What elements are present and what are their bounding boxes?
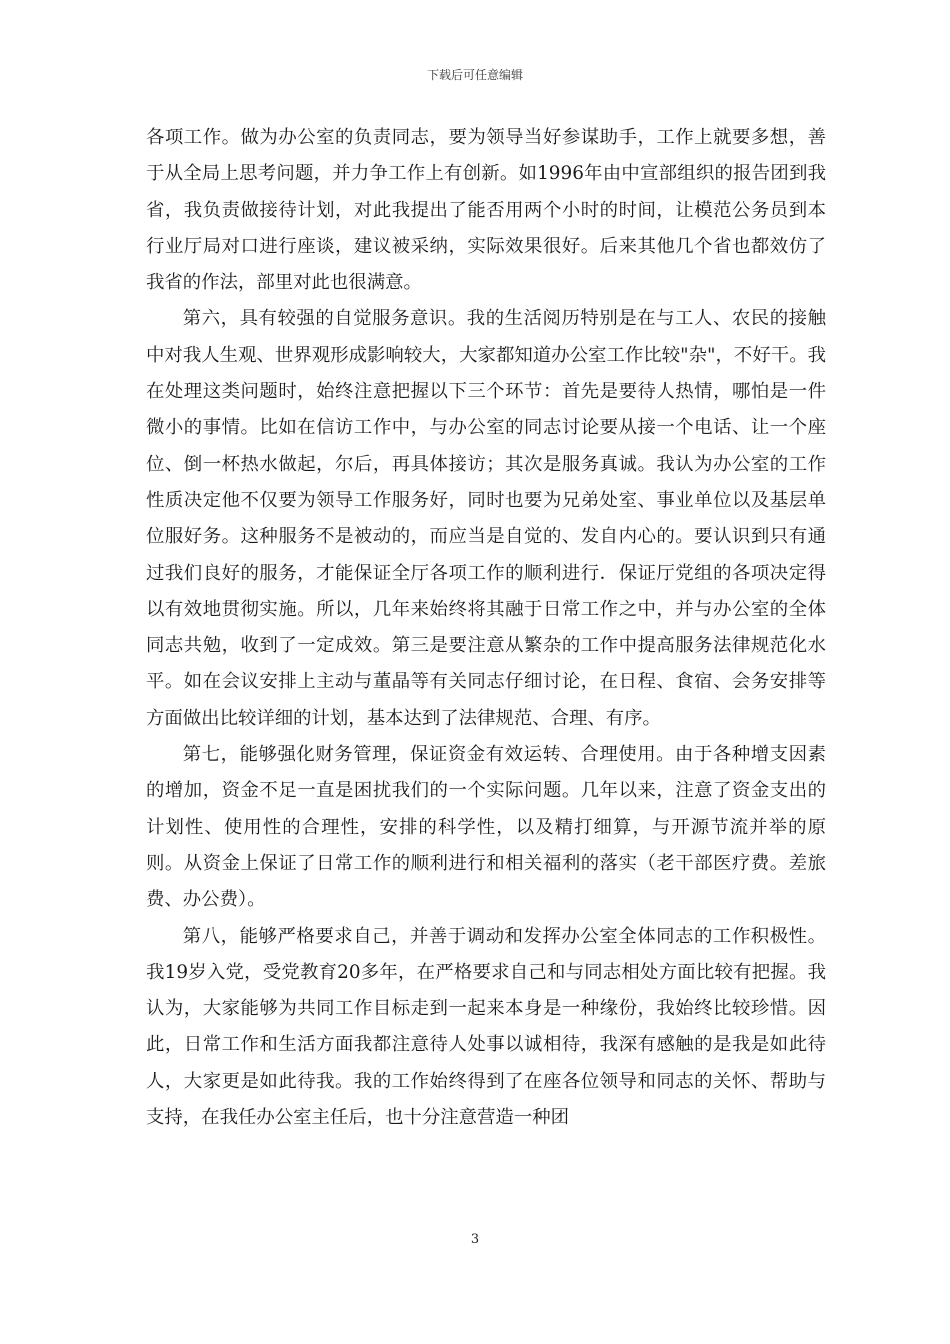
document-body	[146, 120, 826, 1136]
paragraph-continuation: 各项工作。做为办公室的负责同志，要为领导当好参谋助手，工作上就要多想，善于从全局上思考问题，并力争工作上有创新。如1996年由中宣部组织的报告团到我省，我负责做接待计划，对此我提出了能否用两个小时的时间，让模范公务员到本行业厅局对口进行座谈，建议被采纳，实际效果很好。后来其他几个省也都效仿了我省的作法，部里对此也很满意。	[146, 127, 826, 294]
paragraph-eighth: 第八，能够严格要求自己，并善于调动和发挥办公室全体同志的工作积极性。我19岁入党，受党教育20多年，在严格要求自己和与同志相处方面比较有把握。我认为，大家能够为共同工作目标走到一起来本身是一种缘份，我始终比较珍惜。因此，日常工作和生活方面我都注意待人处事以诚相待，我深有感触的是我是如此待人，大家更是如此待我。我的工作始终得到了在座各位领导和同志的关怀、帮助与支持，在我任办公室主任后，也十分注意营造一种团	[146, 925, 826, 1129]
page-header: 下载后可任意编辑	[426, 68, 523, 82]
paragraph-sixth: 第六，具有较强的自觉服务意识。我的生活阅历特别是在与工人、农民的接触中对我人生观、世界观形成影响较大，大家都知道办公室工作比较"杂"，不好干。我在处理这类问题时，始终注意把握以下三个环节：首先是要待人热情，哪怕是一件微小的事情。比如在信访工作中，与办公室的同志讨论要从接一个电话、让一个座位、倒一杯热水做起，尔后，再具体接访；其次是服务真诚。我认为办公室的工作性质决定他不仅要为领导工作服务好，同时也要为兄弟处室、事业单位以及基层单位服好务。这种服务不是被动的，而应当是自觉的、发自内心的。要认识到只有通过我们良好的服务，才能保证全厅各项工作的顺利进行．保证厅党组的各项决定得以有效地贯彻实施。所以，几年来始终将其融于日常工作之中，并与办公室的全体同志共勉，收到了一定成效。第三是要注意从繁杂的工作中提高服务法律规范化水平。如在会议安排上主动与董晶等有关同志仔细讨论，在日程、食宿、会务安排等方面做出比较详细的计划，基本达到了法律规范、合理、有序。	[146, 308, 826, 729]
paragraph-seventh: 第七，能够强化财务管理，保证资金有效运转、合理使用。由于各种增支因素的增加，资金不足一直是困扰我们的一个实际问题。几年以来，注意了资金支出的计划性、使用性的合理性，安排的科学性，以及精打细算，与开源节流并举的原则。从资金上保证了日常工作的顺利进行和相关福利的落实（老干部医疗费。差旅费、办公费）。	[146, 744, 826, 911]
page-number: 3	[470, 1232, 480, 1247]
